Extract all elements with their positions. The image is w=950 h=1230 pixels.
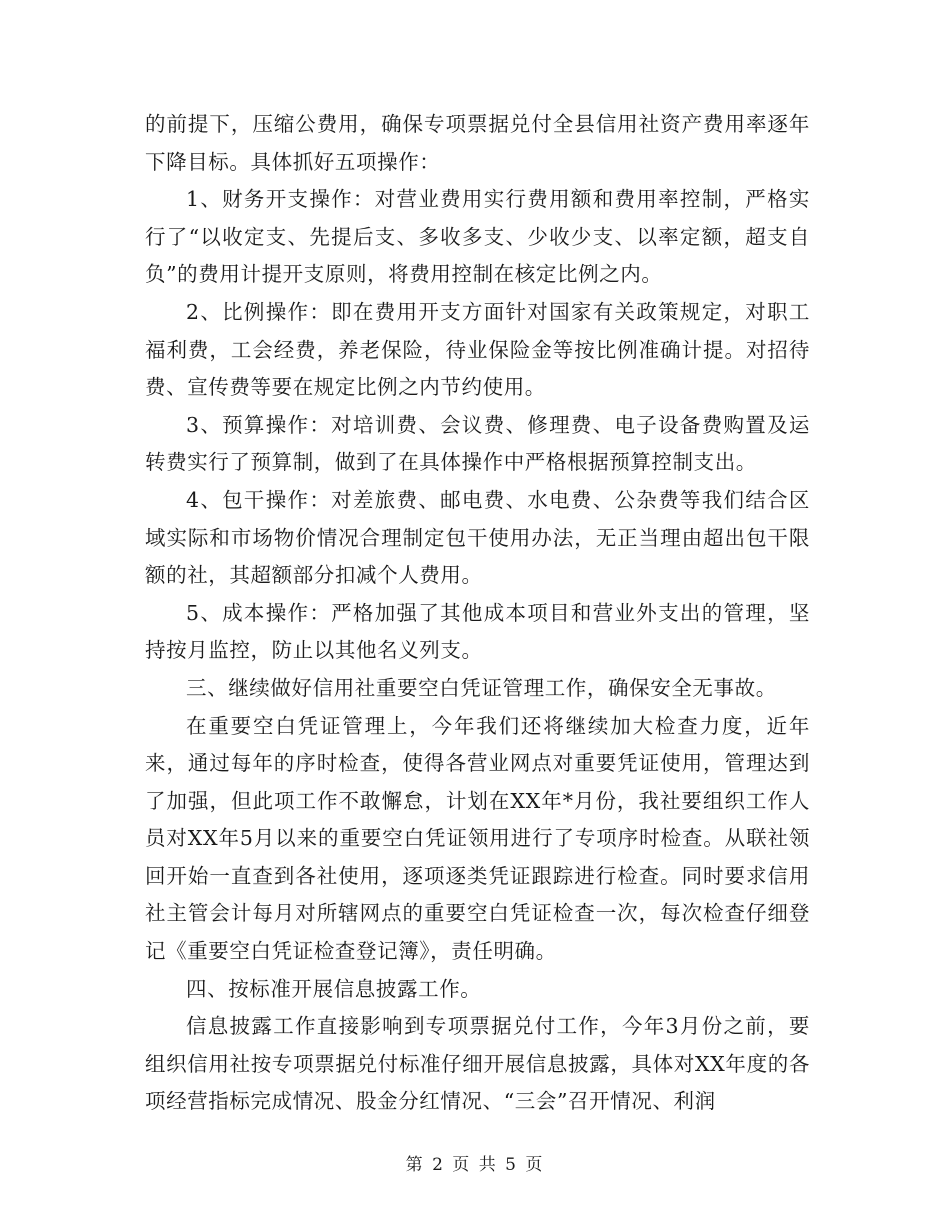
paragraph-item-1-financial-expenditure: 1、财务开支操作：对营业费用实行费用额和费用率控制，严格实行了“以收定支、先提后支、多收多支、少收少支、以率定额，超支自负”的费用计提开支原则，将费用控制在核定比例之内。 — [145, 187, 810, 287]
paragraph-item-4-contract: 4、包干操作：对差旅费、邮电费、水电费、公杂费等我们结合区域实际和市场物价情况合理制定包干使用办法，无正当理由超出包干限额的社，其超额部分扣减个人费用。 — [145, 487, 810, 588]
document-body — [145, 106, 810, 1121]
paragraph-information-disclosure: 信息披露工作直接影响到专项票据兑付工作，今年3月份之前，要组织信用社按专项票据兑付标准仔细开展信息披露，具体对XX年度的各项经营指标完成情况、股金分红情况、“三会”召开情况、利润 — [145, 1014, 810, 1114]
page-footer: 第 2 页 共 5 页 — [405, 1155, 545, 1175]
section-heading-4: 四、按标准开展信息披露工作。 — [186, 976, 482, 1001]
paragraph-item-5-cost: 5、成本操作：严格加强了其他成本项目和营业外支出的管理，坚持按月监控，防止以其他名义列支。 — [145, 600, 810, 663]
paragraph-item-2-proportion: 2、比例操作：即在费用开支方面针对国家有关政策规定，对职工福利费，工会经费，养老保险，待业保险金等按比例准确计提。对招待费、宣传费等要在规定比例之内节约使用。 — [145, 299, 810, 400]
paragraph-continuation: 的前提下，压缩公费用，确保专项票据兑付全县信用社资产费用率逐年下降目标。具体抓好五项操作： — [145, 112, 810, 174]
section-heading-3: 三、继续做好信用社重要空白凭证管理工作，确保安全无事故。 — [186, 675, 777, 700]
paragraph-item-3-budget: 3、预算操作：对培训费、会议费、修理费、电子设备费购置及运转费实行了预算制，做到了在具体操作中严格根据预算控制支出。 — [145, 412, 810, 475]
paragraph-voucher-management: 在重要空白凭证管理上，今年我们还将继续加大检查力度，近年来，通过每年的序时检查，使得各营业网点对重要凭证使用，管理达到了加强，但此项工作不敢懈怠，计划在XX年*月份，我社要组织工作人员对XX年5月以来的重要空白凭证领用进行了专项序时检查。从联社领回开始一直查到各社使用，逐项逐类凭证跟踪进行检查。同时要求信用社主管会计每月对所辖网点的重要空白凭证检查一次，每次检查仔细登记《重要空白凭证检查登记簿》，责任明确。 — [145, 713, 810, 964]
